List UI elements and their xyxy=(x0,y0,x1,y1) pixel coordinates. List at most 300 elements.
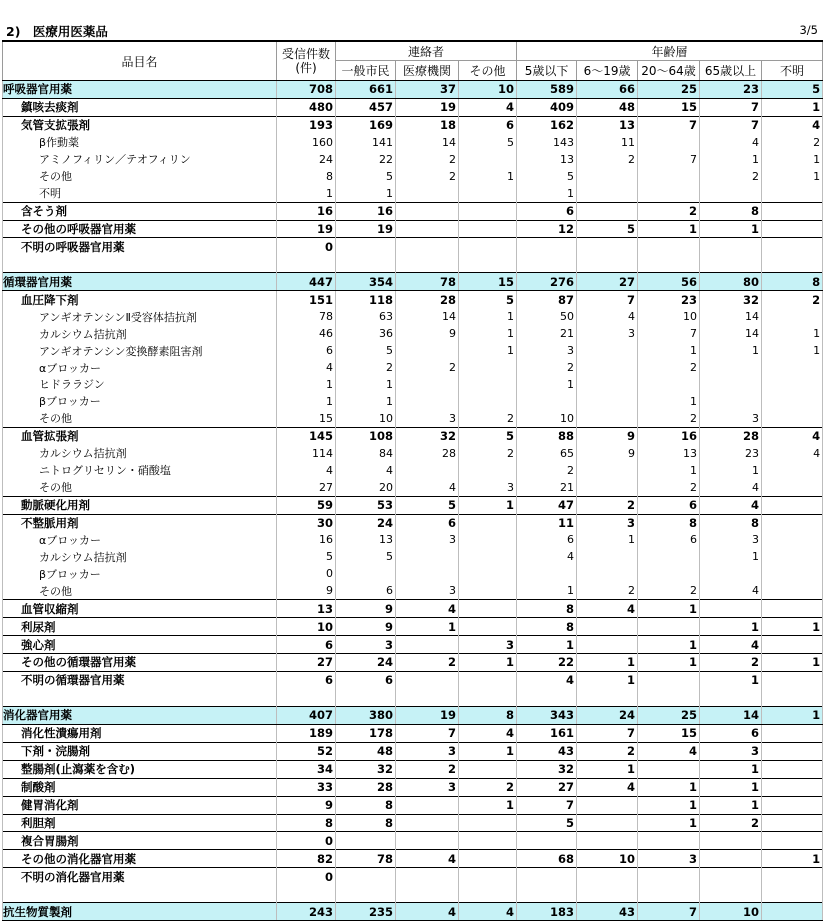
header-age-unknown: 不明 xyxy=(762,61,823,81)
cell-public xyxy=(336,832,396,850)
cell-public: 22 xyxy=(336,151,396,168)
cell-age-unknown xyxy=(762,565,823,582)
cell-medical: 5 xyxy=(396,496,459,514)
cell-age-unknown xyxy=(762,376,823,393)
cell-age-unknown xyxy=(762,832,823,850)
cell-received: 0 xyxy=(277,868,336,885)
cell-other: 1 xyxy=(459,308,517,325)
cell-public: 10 xyxy=(336,410,396,427)
cell-received: 407 xyxy=(277,706,336,724)
cell-age-65plus: 1 xyxy=(700,548,762,565)
cell-other: 5 xyxy=(459,134,517,151)
cell-medical xyxy=(396,814,459,832)
cell-age-under5: 276 xyxy=(517,273,577,291)
cell-medical xyxy=(396,636,459,654)
table-row xyxy=(3,565,823,582)
cell-age-65plus: 1 xyxy=(700,151,762,168)
cell-medical: 78 xyxy=(396,273,459,291)
cell-public: 108 xyxy=(336,427,396,444)
cell-received: 6 xyxy=(277,636,336,654)
cell-other: 1 xyxy=(459,496,517,514)
cell-age-65plus: 4 xyxy=(700,636,762,654)
cell-age-under5 xyxy=(517,255,577,273)
cell-age-under5: 22 xyxy=(517,654,577,672)
cell-age-20-64: 10 xyxy=(638,308,700,325)
cell-age-unknown: 5 xyxy=(762,81,823,99)
row-label: その他の消化器官用薬 xyxy=(3,850,277,868)
cell-age-6-19: 13 xyxy=(577,116,638,133)
cell-age-unknown xyxy=(762,796,823,814)
cell-other xyxy=(459,359,517,376)
table-row xyxy=(3,134,823,151)
cell-age-unknown: 1 xyxy=(762,98,823,116)
cell-age-unknown xyxy=(762,202,823,220)
cell-age-6-19 xyxy=(577,636,638,654)
cell-age-unknown xyxy=(762,778,823,796)
cell-age-unknown xyxy=(762,671,823,688)
cell-age-20-64 xyxy=(638,134,700,151)
cell-age-under5: 88 xyxy=(517,427,577,444)
cell-age-under5: 5 xyxy=(517,168,577,185)
cell-other: 1 xyxy=(459,325,517,342)
cell-age-6-19 xyxy=(577,238,638,255)
cell-received: 1 xyxy=(277,393,336,410)
cell-medical: 37 xyxy=(396,81,459,99)
cell-received: 4 xyxy=(277,462,336,479)
cell-age-65plus: 3 xyxy=(700,742,762,760)
cell-public: 5 xyxy=(336,548,396,565)
cell-received: 46 xyxy=(277,325,336,342)
table-row xyxy=(3,291,823,308)
header-age-6-19: 6～19歳 xyxy=(577,61,638,81)
cell-age-unknown xyxy=(762,185,823,202)
cell-public: 6 xyxy=(336,582,396,599)
cell-age-unknown xyxy=(762,514,823,531)
statistics-table xyxy=(2,40,823,921)
cell-age-under5: 1 xyxy=(517,185,577,202)
cell-public: 32 xyxy=(336,760,396,778)
row-label: カルシウム拮抗剤 xyxy=(3,548,277,565)
cell-age-unknown: 1 xyxy=(762,168,823,185)
cell-age-under5: 2 xyxy=(517,462,577,479)
cell-other: 5 xyxy=(459,291,517,308)
cell-age-6-19: 3 xyxy=(577,325,638,342)
cell-age-20-64: 2 xyxy=(638,359,700,376)
table-row xyxy=(3,814,823,832)
cell-age-20-64: 23 xyxy=(638,291,700,308)
cell-age-20-64: 6 xyxy=(638,531,700,548)
cell-other: 1 xyxy=(459,796,517,814)
row-label: 下剤・浣腸剤 xyxy=(3,742,277,760)
cell-other xyxy=(459,671,517,688)
cell-age-20-64: 1 xyxy=(638,600,700,618)
cell-age-65plus: 4 xyxy=(700,479,762,496)
category-row xyxy=(3,706,823,724)
cell-age-unknown xyxy=(762,238,823,255)
row-label: その他の循環器官用薬 xyxy=(3,654,277,672)
cell-medical: 3 xyxy=(396,531,459,548)
cell-age-under5 xyxy=(517,238,577,255)
row-label: αブロッカー xyxy=(3,531,277,548)
cell-age-6-19 xyxy=(577,359,638,376)
cell-age-unknown xyxy=(762,308,823,325)
cell-received: 114 xyxy=(277,445,336,462)
cell-age-under5 xyxy=(517,885,577,903)
header-age-group: 年齢層 xyxy=(517,41,823,61)
cell-medical: 9 xyxy=(396,325,459,342)
header-contact-medical: 医療機関 xyxy=(396,61,459,81)
cell-medical: 4 xyxy=(396,850,459,868)
cell-other xyxy=(459,531,517,548)
cell-medical: 4 xyxy=(396,600,459,618)
cell-received: 5 xyxy=(277,548,336,565)
row-label: ニトログリセリン・硝酸塩 xyxy=(3,462,277,479)
row-label: 不明の循環器官用薬 xyxy=(3,671,277,688)
cell-received: 34 xyxy=(277,760,336,778)
table-row xyxy=(3,600,823,618)
cell-other: 1 xyxy=(459,168,517,185)
cell-age-65plus: 2 xyxy=(700,814,762,832)
cell-age-6-19: 7 xyxy=(577,291,638,308)
row-label: 不整脈用剤 xyxy=(3,514,277,531)
cell-age-20-64: 1 xyxy=(638,778,700,796)
cell-received: 243 xyxy=(277,903,336,921)
cell-public: 8 xyxy=(336,796,396,814)
cell-age-unknown: 1 xyxy=(762,654,823,672)
cell-age-20-64: 8 xyxy=(638,514,700,531)
cell-age-65plus: 1 xyxy=(700,342,762,359)
cell-age-20-64: 2 xyxy=(638,202,700,220)
cell-public: 235 xyxy=(336,903,396,921)
cell-age-6-19: 43 xyxy=(577,903,638,921)
cell-age-under5: 68 xyxy=(517,850,577,868)
cell-age-under5: 21 xyxy=(517,325,577,342)
category-row xyxy=(3,81,823,99)
cell-age-unknown: 1 xyxy=(762,618,823,636)
row-label: β作動薬 xyxy=(3,134,277,151)
cell-age-unknown xyxy=(762,496,823,514)
cell-public: 53 xyxy=(336,496,396,514)
cell-public xyxy=(336,689,396,707)
cell-received: 0 xyxy=(277,832,336,850)
row-label: その他の呼吸器官用薬 xyxy=(3,220,277,238)
cell-age-65plus: 1 xyxy=(700,220,762,238)
cell-age-65plus: 1 xyxy=(700,462,762,479)
cell-age-unknown xyxy=(762,742,823,760)
cell-other xyxy=(459,850,517,868)
row-label: 消化性潰瘍用剤 xyxy=(3,724,277,742)
cell-medical: 1 xyxy=(396,618,459,636)
cell-medical: 2 xyxy=(396,168,459,185)
row-label: 含そう剤 xyxy=(3,202,277,220)
cell-age-65plus: 8 xyxy=(700,514,762,531)
cell-age-65plus xyxy=(700,359,762,376)
cell-age-under5: 7 xyxy=(517,796,577,814)
header-age-20-64: 20～64歳 xyxy=(638,61,700,81)
cell-received: 1 xyxy=(277,185,336,202)
cell-age-under5: 3 xyxy=(517,342,577,359)
table-row xyxy=(3,202,823,220)
cell-other: 3 xyxy=(459,636,517,654)
cell-other: 4 xyxy=(459,724,517,742)
cell-medical: 7 xyxy=(396,724,459,742)
cell-age-unknown xyxy=(762,410,823,427)
cell-public: 380 xyxy=(336,706,396,724)
cell-age-under5: 10 xyxy=(517,410,577,427)
cell-age-65plus xyxy=(700,185,762,202)
table-row xyxy=(3,238,823,255)
cell-age-6-19: 2 xyxy=(577,496,638,514)
cell-age-under5: 143 xyxy=(517,134,577,151)
cell-age-under5: 4 xyxy=(517,671,577,688)
cell-other: 5 xyxy=(459,427,517,444)
header-contact-public: 一般市民 xyxy=(336,61,396,81)
cell-age-6-19: 3 xyxy=(577,514,638,531)
header-item-name: 品目名 xyxy=(3,41,277,81)
row-label: 鎮咳去痰剤 xyxy=(3,98,277,116)
cell-age-unknown xyxy=(762,255,823,273)
cell-medical: 28 xyxy=(396,445,459,462)
header-received-line2: (件) xyxy=(295,61,317,75)
cell-medical: 19 xyxy=(396,706,459,724)
cell-age-65plus: 1 xyxy=(700,796,762,814)
cell-received: 33 xyxy=(277,778,336,796)
cell-received xyxy=(277,885,336,903)
cell-other xyxy=(459,185,517,202)
cell-public: 63 xyxy=(336,308,396,325)
cell-received: 30 xyxy=(277,514,336,531)
table-row xyxy=(3,308,823,325)
cell-age-unknown xyxy=(762,814,823,832)
cell-age-unknown xyxy=(762,393,823,410)
table-row xyxy=(3,220,823,238)
cell-age-20-64: 2 xyxy=(638,479,700,496)
cell-age-unknown: 2 xyxy=(762,134,823,151)
cell-age-6-19: 11 xyxy=(577,134,638,151)
cell-medical xyxy=(396,885,459,903)
cell-received: 160 xyxy=(277,134,336,151)
cell-age-20-64: 25 xyxy=(638,81,700,99)
cell-age-under5: 13 xyxy=(517,151,577,168)
cell-age-20-64: 1 xyxy=(638,462,700,479)
cell-age-65plus: 3 xyxy=(700,531,762,548)
cell-medical: 3 xyxy=(396,778,459,796)
page-number: 3/5 xyxy=(799,23,818,37)
cell-age-20-64 xyxy=(638,618,700,636)
cell-age-65plus: 4 xyxy=(700,582,762,599)
cell-age-6-19 xyxy=(577,462,638,479)
cell-age-65plus: 14 xyxy=(700,325,762,342)
cell-public xyxy=(336,885,396,903)
cell-age-20-64 xyxy=(638,548,700,565)
cell-received: 9 xyxy=(277,582,336,599)
cell-age-20-64: 1 xyxy=(638,220,700,238)
cell-public xyxy=(336,565,396,582)
cell-public: 1 xyxy=(336,185,396,202)
cell-age-unknown: 1 xyxy=(762,325,823,342)
cell-age-unknown xyxy=(762,636,823,654)
cell-age-under5: 32 xyxy=(517,760,577,778)
cell-public: 178 xyxy=(336,724,396,742)
cell-age-unknown xyxy=(762,724,823,742)
cell-age-6-19 xyxy=(577,618,638,636)
cell-received: 0 xyxy=(277,565,336,582)
row-label: 不明の呼吸器官用薬 xyxy=(3,238,277,255)
cell-other: 1 xyxy=(459,742,517,760)
cell-age-under5: 4 xyxy=(517,548,577,565)
cell-age-under5: 1 xyxy=(517,376,577,393)
cell-age-20-64: 3 xyxy=(638,850,700,868)
cell-medical: 14 xyxy=(396,308,459,325)
cell-received: 8 xyxy=(277,814,336,832)
cell-medical xyxy=(396,342,459,359)
row-label: βブロッカー xyxy=(3,393,277,410)
cell-other xyxy=(459,689,517,707)
cell-age-6-19: 4 xyxy=(577,308,638,325)
cell-other xyxy=(459,600,517,618)
row-label: 強心剤 xyxy=(3,636,277,654)
cell-medical: 4 xyxy=(396,903,459,921)
cell-age-20-64 xyxy=(638,689,700,707)
cell-age-under5: 1 xyxy=(517,582,577,599)
cell-public: 8 xyxy=(336,814,396,832)
row-label: カルシウム拮抗剤 xyxy=(3,325,277,342)
cell-received: 447 xyxy=(277,273,336,291)
cell-age-6-19 xyxy=(577,479,638,496)
table-row xyxy=(3,654,823,672)
cell-public: 2 xyxy=(336,359,396,376)
cell-public: 457 xyxy=(336,98,396,116)
category-row xyxy=(3,273,823,291)
cell-other xyxy=(459,220,517,238)
cell-other xyxy=(459,814,517,832)
cell-public: 661 xyxy=(336,81,396,99)
cell-public xyxy=(336,868,396,885)
row-label: 健胃消化剤 xyxy=(3,796,277,814)
cell-age-unknown: 1 xyxy=(762,706,823,724)
row-label: カルシウム拮抗剤 xyxy=(3,445,277,462)
table-row xyxy=(3,514,823,531)
cell-age-20-64: 7 xyxy=(638,151,700,168)
cell-medical: 3 xyxy=(396,742,459,760)
cell-public: 1 xyxy=(336,393,396,410)
cell-age-20-64: 1 xyxy=(638,654,700,672)
cell-age-under5: 43 xyxy=(517,742,577,760)
row-label: 不明 xyxy=(3,185,277,202)
cell-medical xyxy=(396,393,459,410)
cell-age-under5: 50 xyxy=(517,308,577,325)
cell-age-6-19: 48 xyxy=(577,98,638,116)
row-label: その他 xyxy=(3,168,277,185)
cell-other xyxy=(459,151,517,168)
cell-received: 708 xyxy=(277,81,336,99)
cell-age-unknown: 8 xyxy=(762,273,823,291)
cell-age-under5: 5 xyxy=(517,814,577,832)
cell-medical xyxy=(396,202,459,220)
row-label: 整腸剤(止瀉薬を含む) xyxy=(3,760,277,778)
cell-public: 16 xyxy=(336,202,396,220)
table-row xyxy=(3,496,823,514)
cell-age-20-64: 1 xyxy=(638,814,700,832)
cell-other xyxy=(459,393,517,410)
cell-received: 27 xyxy=(277,654,336,672)
cell-received: 24 xyxy=(277,151,336,168)
cell-age-20-64 xyxy=(638,376,700,393)
header-contact-group: 連絡者 xyxy=(336,41,517,61)
cell-public: 78 xyxy=(336,850,396,868)
cell-age-6-19: 1 xyxy=(577,760,638,778)
cell-age-20-64: 1 xyxy=(638,393,700,410)
cell-received: 78 xyxy=(277,308,336,325)
cell-age-6-19 xyxy=(577,868,638,885)
table-row xyxy=(3,618,823,636)
cell-age-20-64: 7 xyxy=(638,116,700,133)
cell-age-65plus: 4 xyxy=(700,134,762,151)
cell-other xyxy=(459,548,517,565)
cell-age-6-19 xyxy=(577,796,638,814)
cell-age-65plus: 10 xyxy=(700,903,762,921)
row-label: 動脈硬化用剤 xyxy=(3,496,277,514)
cell-age-under5: 65 xyxy=(517,445,577,462)
table-row xyxy=(3,427,823,444)
cell-age-6-19: 2 xyxy=(577,742,638,760)
cell-age-65plus xyxy=(700,689,762,707)
cell-age-65plus xyxy=(700,565,762,582)
row-label: アンギオテンシンⅡ受容体拮抗剤 xyxy=(3,308,277,325)
cell-other: 10 xyxy=(459,81,517,99)
cell-other xyxy=(459,462,517,479)
cell-public: 36 xyxy=(336,325,396,342)
cell-age-65plus: 1 xyxy=(700,618,762,636)
cell-medical: 28 xyxy=(396,291,459,308)
cell-age-20-64: 13 xyxy=(638,445,700,462)
cell-age-under5: 47 xyxy=(517,496,577,514)
table-row xyxy=(3,410,823,427)
cell-received: 151 xyxy=(277,291,336,308)
cell-medical xyxy=(396,689,459,707)
cell-other xyxy=(459,582,517,599)
cell-medical xyxy=(396,238,459,255)
table-body xyxy=(3,81,823,921)
cell-public: 141 xyxy=(336,134,396,151)
cell-age-under5: 8 xyxy=(517,600,577,618)
cell-public: 48 xyxy=(336,742,396,760)
cell-age-6-19: 4 xyxy=(577,778,638,796)
cell-age-20-64: 2 xyxy=(638,582,700,599)
cell-age-6-19: 1 xyxy=(577,654,638,672)
cell-medical: 18 xyxy=(396,116,459,133)
cell-received: 16 xyxy=(277,531,336,548)
cell-medical: 2 xyxy=(396,359,459,376)
cell-age-20-64 xyxy=(638,885,700,903)
cell-age-65plus xyxy=(700,868,762,885)
cell-age-65plus: 23 xyxy=(700,445,762,462)
cell-age-unknown xyxy=(762,885,823,903)
cell-public: 13 xyxy=(336,531,396,548)
cell-other: 3 xyxy=(459,479,517,496)
cell-medical xyxy=(396,376,459,393)
cell-age-6-19 xyxy=(577,885,638,903)
table-row xyxy=(3,325,823,342)
cell-age-unknown xyxy=(762,582,823,599)
cell-age-unknown xyxy=(762,868,823,885)
cell-age-under5: 11 xyxy=(517,514,577,531)
cell-other xyxy=(459,514,517,531)
cell-age-unknown xyxy=(762,903,823,921)
cell-age-65plus: 8 xyxy=(700,202,762,220)
header-contact-other: その他 xyxy=(459,61,517,81)
cell-age-65plus: 2 xyxy=(700,168,762,185)
